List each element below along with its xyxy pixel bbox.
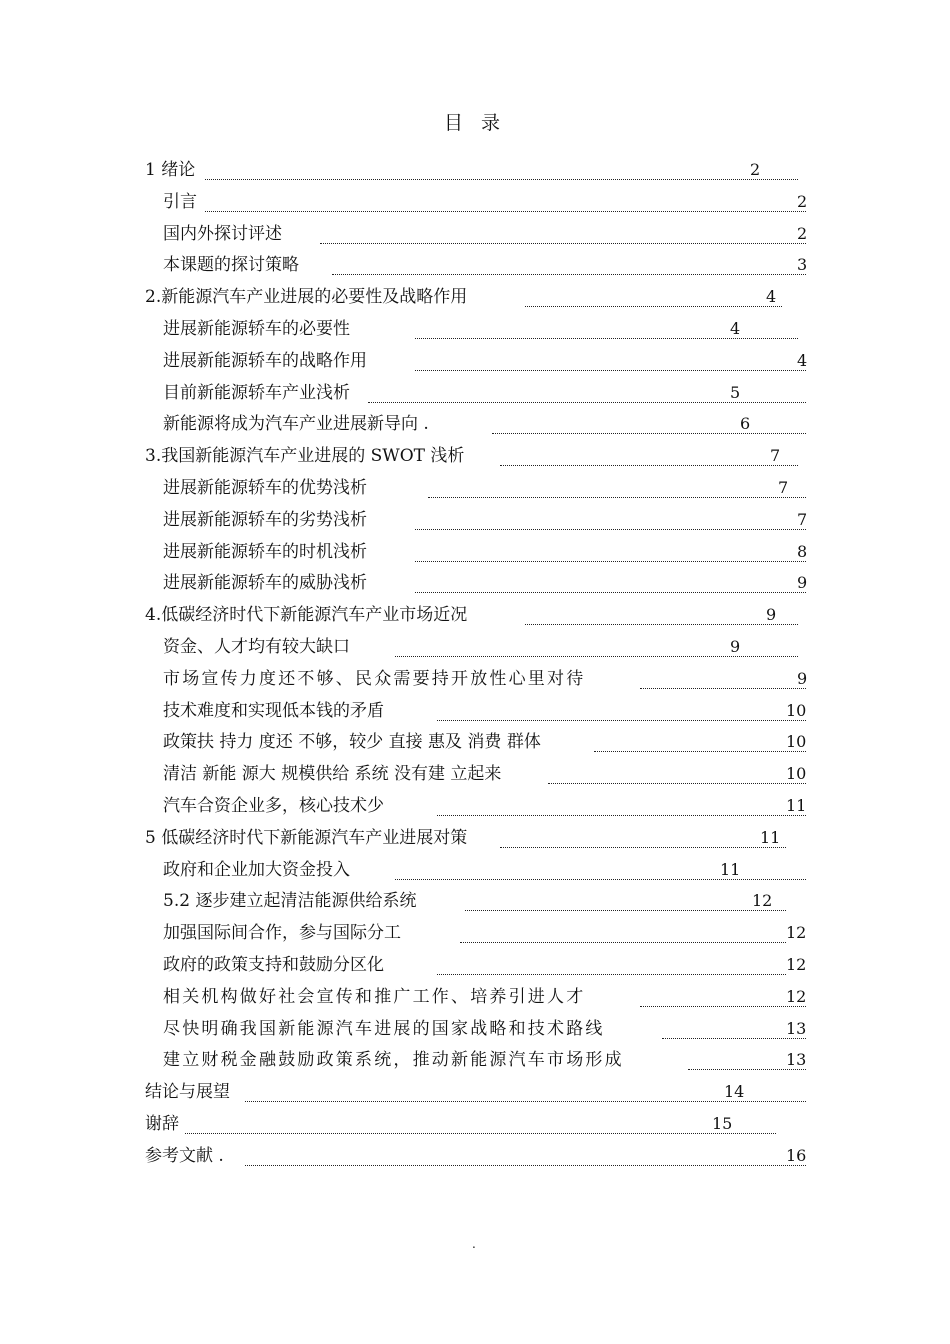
toc-entry-label: 5.2 逐步建立起清洁能源供给系统 bbox=[163, 891, 417, 912]
toc-entry-label: 新能源将成为汽车产业进展新导向 . bbox=[163, 414, 429, 435]
page-footer-mark: . bbox=[472, 1237, 476, 1251]
toc-dot-leader bbox=[415, 592, 806, 593]
toc-entry[interactable] bbox=[0, 794, 950, 818]
toc-entry-page-number: 12 bbox=[786, 923, 807, 943]
toc-entry-label: 3.我国新能源汽车产业进展的 SWOT 浅析 bbox=[145, 446, 465, 467]
toc-entry-label: 1 绪论 bbox=[145, 160, 196, 180]
toc-entry[interactable] bbox=[0, 730, 950, 754]
toc-entry-label: 资金、人才均有较大缺口 bbox=[163, 637, 350, 657]
toc-entry-page-number: 12 bbox=[786, 986, 807, 1006]
toc-entry-page-number: 13 bbox=[786, 1018, 807, 1038]
toc-entry-page-number: 10 bbox=[786, 732, 807, 752]
toc-dot-leader bbox=[320, 243, 806, 244]
toc-dot-leader bbox=[205, 179, 798, 180]
toc-entry-page-number: 2 bbox=[797, 223, 808, 243]
toc-dot-leader bbox=[185, 1133, 776, 1134]
toc-entry-label: 本课题的探讨策略 bbox=[163, 255, 299, 276]
toc-entry-label: 政策扶 持力 度还 不够，较少 直接 惠及 消费 群体 bbox=[163, 732, 541, 753]
toc-entry-page-number: 8 bbox=[797, 541, 808, 561]
toc-entry-page-number: 4 bbox=[766, 287, 777, 307]
toc-entry-label: 政府和企业加大资金投入 bbox=[163, 859, 350, 880]
toc-dot-leader bbox=[662, 1038, 806, 1039]
toc-entry-page-number: 9 bbox=[730, 637, 741, 656]
toc-entry-page-number: 11 bbox=[760, 827, 781, 847]
toc-entry[interactable] bbox=[0, 412, 950, 436]
toc-dot-leader bbox=[245, 1165, 806, 1166]
toc-dot-leader bbox=[415, 370, 806, 371]
toc-entry-page-number: 2 bbox=[750, 160, 761, 179]
toc-dot-leader bbox=[395, 879, 806, 880]
toc-entry-page-number: 5 bbox=[730, 382, 741, 402]
toc-dot-leader bbox=[205, 211, 806, 212]
toc-entry-page-number: 7 bbox=[770, 446, 781, 466]
toc-entry[interactable] bbox=[0, 699, 950, 723]
toc-entry[interactable] bbox=[0, 1048, 950, 1072]
toc-entry-page-number: 9 bbox=[797, 573, 808, 593]
toc-dot-leader bbox=[594, 751, 806, 752]
toc-entry-page-number: 6 bbox=[740, 414, 751, 434]
toc-entry-label: 引言 bbox=[163, 191, 197, 212]
toc-entry-page-number: 14 bbox=[724, 1082, 745, 1102]
toc-dot-leader bbox=[500, 847, 786, 848]
toc-entry-page-number: 10 bbox=[786, 764, 807, 784]
toc-entry-page-number: 9 bbox=[766, 605, 777, 625]
toc-entry[interactable] bbox=[0, 603, 950, 627]
toc-entry-label: 2.新能源汽车产业进展的必要性及战略作用 bbox=[145, 287, 468, 308]
toc-entry-page-number: 11 bbox=[786, 796, 807, 815]
toc-entry[interactable] bbox=[0, 381, 950, 405]
toc-entry-label: 市场宣传力度还不够、民众需要持开放性心里对待 bbox=[163, 668, 586, 689]
toc-entry[interactable] bbox=[0, 889, 950, 913]
toc-entry-label: 汽车合资企业多，核心技术少 bbox=[163, 796, 384, 816]
toc-entry-page-number: 11 bbox=[720, 859, 741, 879]
toc-entry-label: 参考文献 . bbox=[145, 1145, 224, 1166]
toc-entry-label: 尽快明确我国新能源汽车进展的国家战略和技术路线 bbox=[163, 1018, 605, 1039]
toc-entry[interactable] bbox=[0, 985, 950, 1009]
toc-entry[interactable] bbox=[0, 190, 950, 214]
toc-dot-leader bbox=[437, 974, 786, 975]
toc-dot-leader bbox=[525, 306, 782, 307]
toc-entry[interactable] bbox=[0, 317, 950, 341]
toc-entry-label: 进展新能源轿车的优势浅析 bbox=[163, 478, 367, 498]
toc-entry-page-number: 4 bbox=[730, 319, 741, 338]
toc-dot-leader bbox=[368, 402, 806, 403]
toc-entry-label: 进展新能源轿车的威胁浅析 bbox=[163, 573, 367, 594]
toc-entry-page-number: 15 bbox=[712, 1114, 733, 1133]
toc-entry-label: 4.低碳经济时代下新能源汽车产业市场近况 bbox=[145, 605, 468, 626]
toc-entry-page-number: 4 bbox=[797, 350, 808, 370]
toc-dot-leader bbox=[465, 910, 786, 911]
toc-entry-page-number: 13 bbox=[786, 1050, 807, 1070]
toc-dot-leader bbox=[640, 688, 806, 689]
toc-entry[interactable] bbox=[0, 508, 950, 532]
toc-entry-page-number: 12 bbox=[786, 955, 807, 974]
toc-entry-label: 技术难度和实现低本钱的矛盾 bbox=[163, 700, 384, 721]
toc-entry-label: 进展新能源轿车的劣势浅析 bbox=[163, 509, 367, 530]
toc-entry-label: 国内外探讨评述 bbox=[163, 223, 282, 244]
toc-entry-page-number: 12 bbox=[752, 891, 773, 911]
toc-entry[interactable] bbox=[0, 1080, 950, 1104]
toc-entry[interactable] bbox=[0, 349, 950, 373]
toc-entry-label: 加强国际间合作，参与国际分工 bbox=[163, 923, 401, 944]
toc-dot-leader bbox=[640, 1006, 806, 1007]
toc-title: 目 录 bbox=[443, 112, 507, 134]
toc-entry[interactable] bbox=[0, 635, 950, 659]
toc-dot-leader bbox=[245, 1101, 806, 1102]
toc-dot-leader bbox=[437, 720, 806, 721]
toc-entry[interactable] bbox=[0, 1112, 950, 1136]
toc-entry-page-number: 10 bbox=[786, 700, 807, 720]
toc-dot-leader bbox=[525, 624, 798, 625]
toc-entry-label: 进展新能源轿车的战略作用 bbox=[163, 350, 367, 371]
toc-entry-page-number: 7 bbox=[778, 478, 789, 497]
toc-entry[interactable] bbox=[0, 762, 950, 786]
toc-entry[interactable] bbox=[0, 858, 950, 882]
toc-dot-leader bbox=[332, 274, 806, 275]
toc-dot-leader bbox=[500, 465, 798, 466]
toc-entry-page-number: 2 bbox=[797, 191, 808, 211]
toc-entry-page-number: 3 bbox=[797, 255, 808, 275]
toc-entry-label: 进展新能源轿车的时机浅析 bbox=[163, 541, 367, 562]
toc-dot-leader bbox=[460, 942, 786, 943]
toc-dot-leader bbox=[415, 338, 798, 339]
toc-entry[interactable] bbox=[0, 253, 950, 277]
toc-entry-label: 建立财税金融鼓励政策系统，推动新能源汽车市场形成 bbox=[163, 1050, 624, 1071]
toc-dot-leader bbox=[415, 529, 806, 530]
toc-entry-page-number: 7 bbox=[797, 509, 808, 529]
toc-entry[interactable] bbox=[0, 540, 950, 564]
toc-dot-leader bbox=[415, 561, 806, 562]
toc-entry[interactable] bbox=[0, 285, 950, 309]
toc-dot-leader bbox=[492, 433, 806, 434]
toc-entry[interactable] bbox=[0, 222, 950, 246]
toc-entry[interactable] bbox=[0, 476, 950, 500]
toc-entry[interactable] bbox=[0, 444, 950, 468]
toc-dot-leader bbox=[428, 497, 806, 498]
toc-entry-label: 结论与展望 bbox=[145, 1082, 230, 1103]
toc-entry-page-number: 16 bbox=[786, 1145, 807, 1165]
toc-entry[interactable] bbox=[0, 158, 950, 182]
toc-entry[interactable] bbox=[0, 953, 950, 977]
toc-entry[interactable] bbox=[0, 1017, 950, 1041]
toc-entry-label: 清洁 新能 源大 规模供给 系统 没有建 立起来 bbox=[163, 764, 502, 785]
toc-dot-leader bbox=[548, 783, 806, 784]
toc-entry-label: 谢辞 bbox=[145, 1114, 179, 1134]
toc-entry[interactable] bbox=[0, 1144, 950, 1168]
toc-entry[interactable] bbox=[0, 667, 950, 691]
toc-entry-label: 相关机构做好社会宣传和推广工作、培养引进人才 bbox=[163, 986, 586, 1007]
toc-entry-label: 政府的政策支持和鼓励分区化 bbox=[163, 955, 384, 975]
toc-entry-label: 进展新能源轿车的必要性 bbox=[163, 319, 350, 339]
toc-dot-leader bbox=[437, 815, 806, 816]
toc-entry[interactable] bbox=[0, 571, 950, 595]
toc-entry-page-number: 9 bbox=[797, 668, 808, 688]
toc-entry-label: 5 低碳经济时代下新能源汽车产业进展对策 bbox=[145, 827, 468, 848]
toc-entry[interactable] bbox=[0, 921, 950, 945]
toc-entry[interactable] bbox=[0, 826, 950, 850]
toc-entry-label: 目前新能源轿车产业浅析 bbox=[163, 382, 350, 403]
